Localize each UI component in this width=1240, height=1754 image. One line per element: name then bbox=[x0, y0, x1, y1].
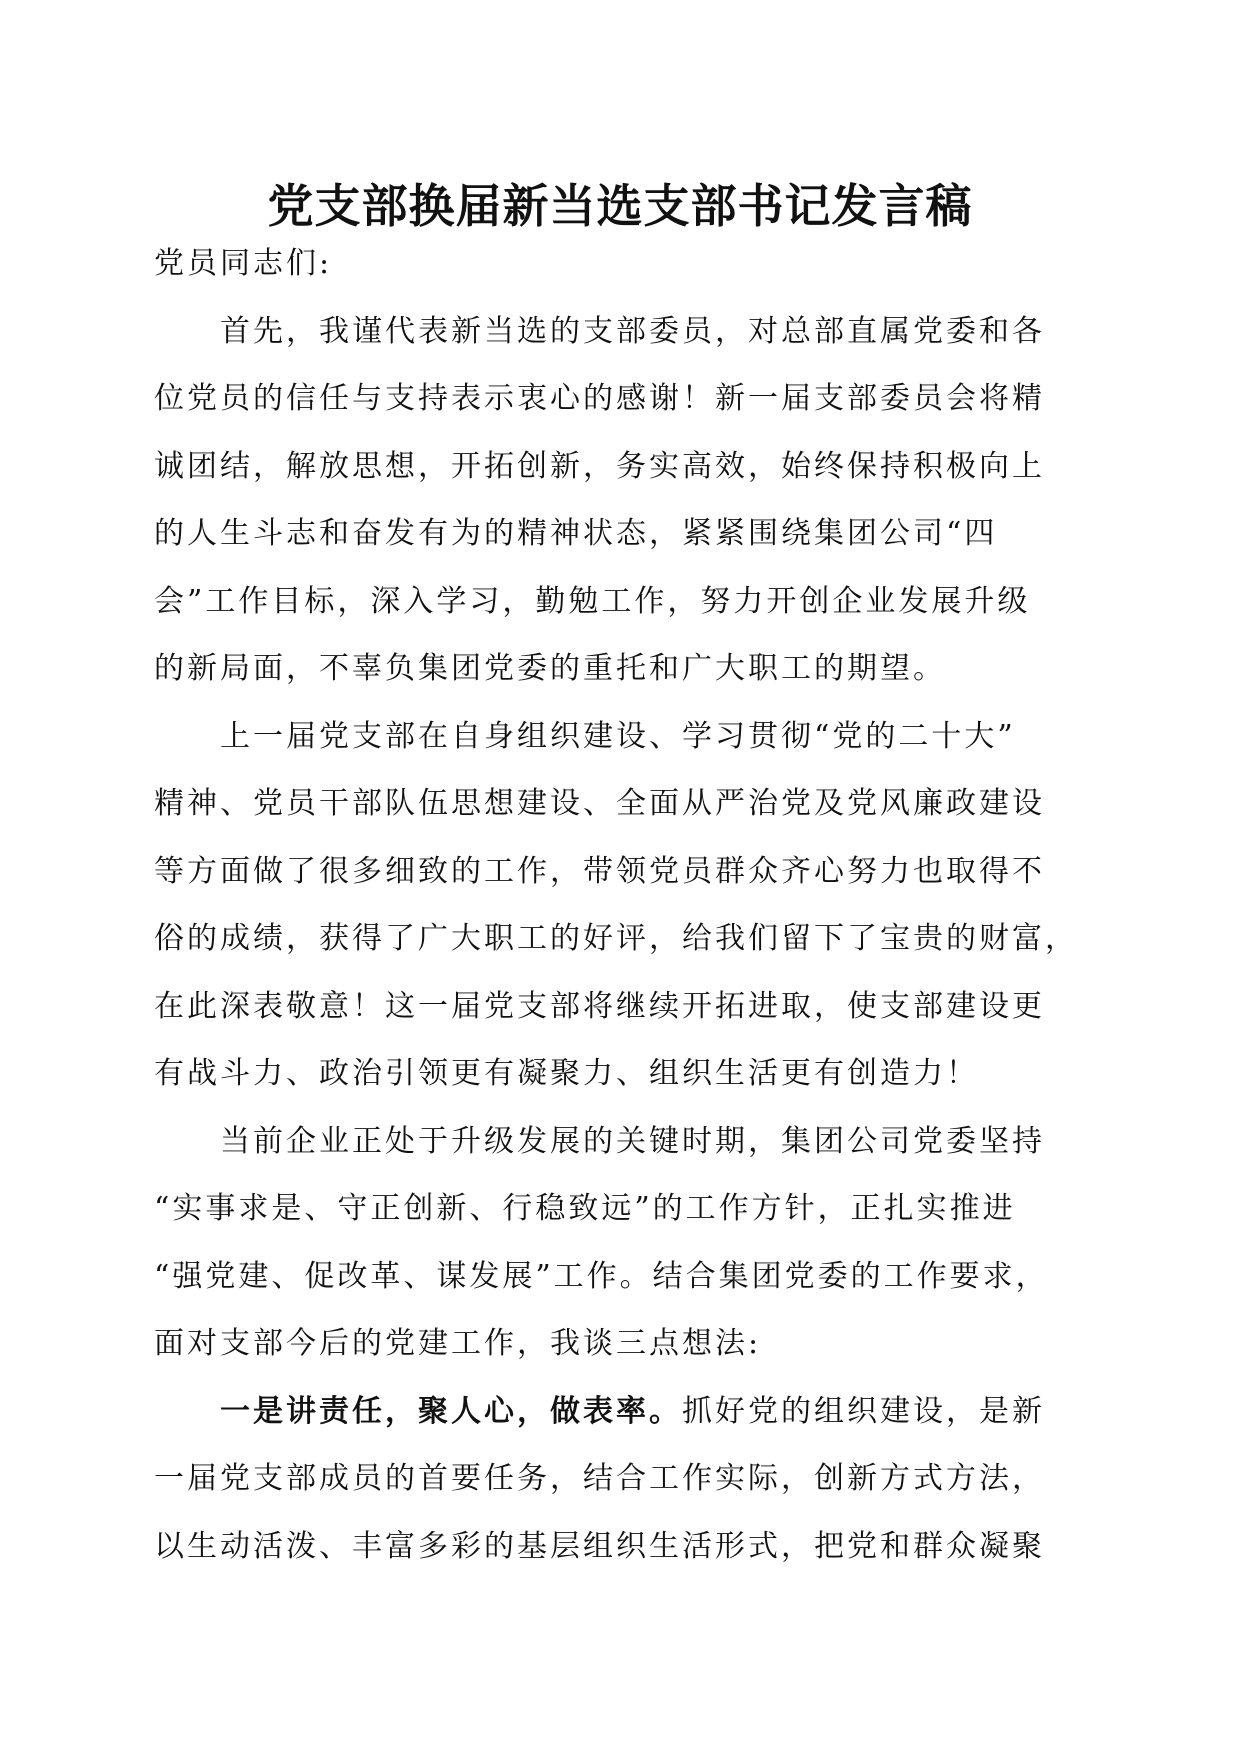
paragraph-line bbox=[154, 1378, 1074, 1446]
paragraph-line: 以生动活泼、丰富多彩的基层组织生活形式，把党和群众凝聚 bbox=[154, 1528, 1045, 1564]
paragraph-line: 等方面做了很多细致的工作，带领党员群众齐心努力也取得不 bbox=[154, 853, 1045, 889]
paragraph-text: 抓好党的组织建设，是新 bbox=[682, 1393, 1045, 1429]
paragraph-line: 的新局面，不辜负集团党委的重托和广大职工的期望。 bbox=[154, 651, 946, 686]
paragraph-line: 会”工作目标，深入学习，勤勉工作，努力开创企业发展升级 bbox=[154, 583, 1031, 619]
bold-lead: 一是讲责任，聚人心，做表率。 bbox=[220, 1393, 682, 1429]
paragraph-line: “实事求是、守正创新、行稳致远”的工作方针，正扎实推进 bbox=[154, 1191, 1016, 1226]
paragraph-line: 在此深表敬意！这一届党支部将继续开拓进取，使支部建设更 bbox=[154, 988, 1045, 1024]
document-title: 党支部换届新当选支部书记发言稿 bbox=[267, 179, 973, 233]
paragraph-line: 面对支部今后的党建工作，我谈三点想法: bbox=[154, 1326, 762, 1361]
paragraph-line: 首先，我谨代表新当选的支部委员，对总部直属党委和各 bbox=[220, 313, 1045, 349]
salutation: 党员同志们: bbox=[154, 246, 333, 281]
paragraph-line: 位党员的信任与支持表示衷心的感谢！新一届支部委员会将精 bbox=[154, 381, 1045, 416]
paragraph-line: “强党建、促改革、谋发展”工作。结合集团党委的工作要求， bbox=[154, 1258, 1049, 1294]
paragraph-line: 的人生斗志和奋发有为的精神状态，紧紧围绕集团公司“四 bbox=[154, 516, 998, 551]
document-body bbox=[154, 230, 1078, 1580]
paragraph-line: 一届党支部成员的首要任务，结合工作实际，创新方式方法， bbox=[154, 1461, 1045, 1496]
paragraph-line: 俗的成绩，获得了广大职工的好评，给我们留下了宝贵的财富， bbox=[154, 921, 1078, 956]
paragraph-line: 上一届党支部在自身组织建设、学习贯彻“党的二十大” bbox=[220, 718, 1016, 754]
paragraph-line: 当前企业正处于升级发展的关键时期，集团公司党委坚持 bbox=[220, 1123, 1045, 1159]
paragraph-line: 精神、党员干部队伍思想建设、全面从严治党及党风廉政建设 bbox=[154, 786, 1045, 821]
paragraph-line: 诚团结，解放思想，开拓创新，务实高效，始终保持积极向上 bbox=[154, 448, 1045, 484]
paragraph-line: 有战斗力、政治引领更有凝聚力、组织生活更有创造力！ bbox=[154, 1056, 979, 1091]
